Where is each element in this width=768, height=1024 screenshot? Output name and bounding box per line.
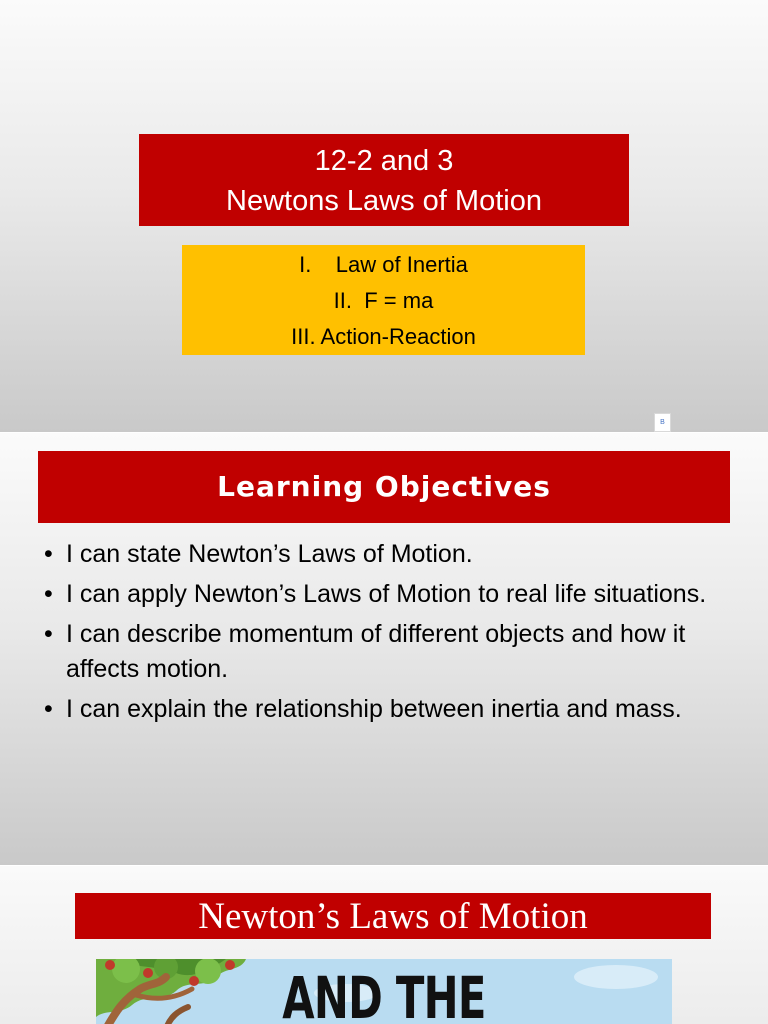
corner-mark-icon: B	[654, 413, 671, 432]
law-item-2: II. F = ma	[333, 288, 434, 313]
bullet-icon: •	[44, 580, 53, 608]
objective-text: I can apply Newton’s Laws of Motion to real life situations.	[66, 580, 707, 608]
law-item-3: III. Action-Reaction	[291, 324, 476, 349]
objective-text: I can state Newton’s Laws of Motion.	[66, 540, 473, 568]
objective-text: I can explain the relationship between inertia and mass.	[66, 695, 682, 723]
objective-item	[44, 692, 724, 727]
bullet-icon: •	[44, 540, 53, 568]
objectives-header: Learning Objectives	[38, 451, 730, 523]
objectives-list	[44, 537, 724, 732]
slide-title-line-2: Newtons Laws of Motion	[226, 185, 542, 217]
objective-item	[44, 537, 724, 572]
laws-list-box	[182, 245, 585, 355]
slide-2	[0, 432, 768, 865]
slide-title-box	[139, 134, 629, 226]
newton-laws-header: Newton’s Laws of Motion	[75, 893, 711, 939]
slide-3	[0, 865, 768, 1024]
slide-1	[0, 0, 768, 432]
apple-tree-illustration	[96, 959, 672, 1024]
law-item-1: I. Law of Inertia	[299, 252, 468, 277]
objective-text: I can describe momentum of different objects and how it affects motion.	[66, 620, 686, 683]
slide-title-line-1: 12-2 and 3	[314, 145, 454, 177]
bullet-icon: •	[44, 695, 53, 723]
objective-item	[44, 577, 724, 612]
objective-item	[44, 617, 724, 687]
bullet-icon: •	[44, 620, 53, 648]
illustration-title: AND THE	[282, 964, 486, 1024]
